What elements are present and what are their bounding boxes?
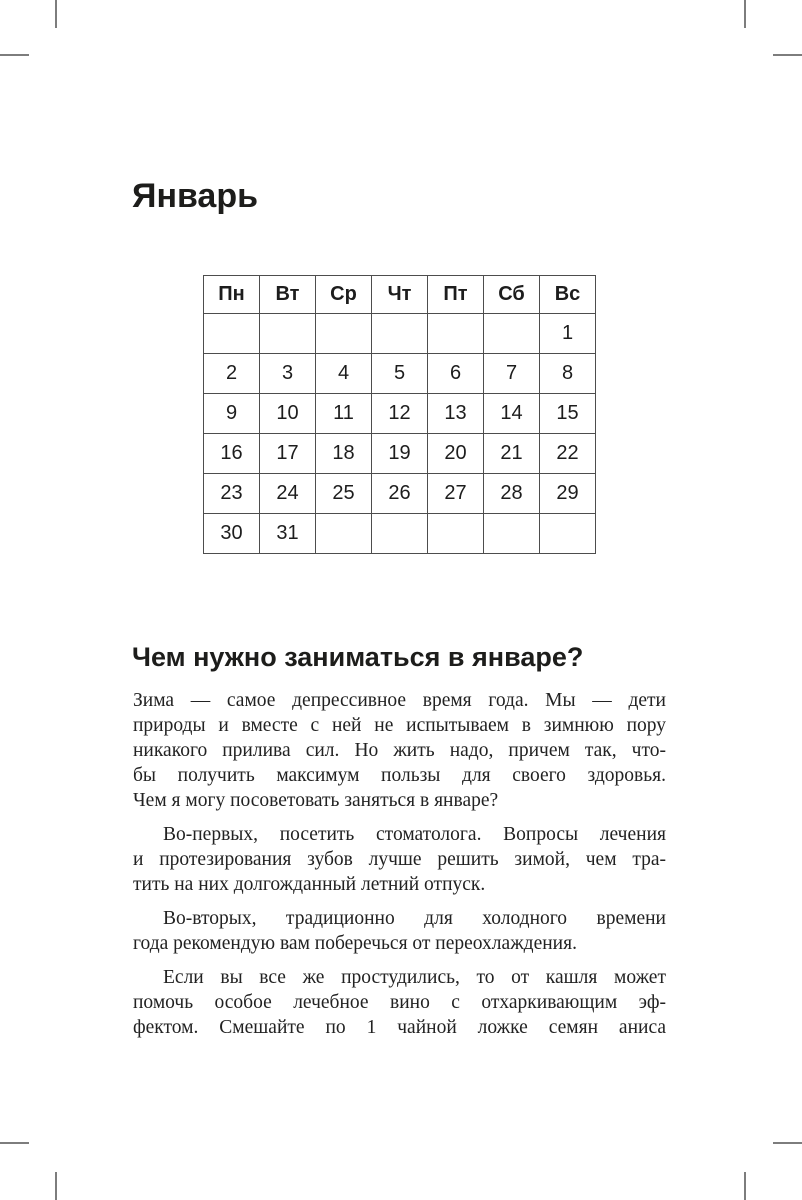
calendar-day-cell: 29 — [540, 474, 596, 514]
text-line: природы и вместе с ней не испытываем в зимнюю пору — [133, 715, 666, 736]
calendar-day-cell — [484, 514, 540, 554]
text-line: и протезирования зубов лучше решить зимой, чем тра- — [133, 849, 666, 870]
calendar-day-cell: 30 — [204, 514, 260, 554]
text-line: Если вы все же простудились, то от кашля может — [163, 967, 666, 988]
calendar-day-cell: 1 — [540, 314, 596, 354]
calendar-day-cell: 26 — [372, 474, 428, 514]
calendar-day-header: Вт — [260, 276, 316, 314]
calendar-day-cell: 19 — [372, 434, 428, 474]
calendar-day-cell: 16 — [204, 434, 260, 474]
calendar-day-header: Пн — [204, 276, 260, 314]
crop-mark-top-right-horizontal — [773, 54, 802, 56]
calendar-day-cell: 13 — [428, 394, 484, 434]
calendar-week-row — [204, 354, 596, 394]
calendar-day-cell — [204, 314, 260, 354]
calendar-week-row — [204, 474, 596, 514]
text-line: фектом. Смешайте по 1 чайной ложке семян аниса — [133, 1017, 666, 1038]
crop-mark-bottom-left-vertical — [55, 1172, 57, 1200]
calendar-day-cell: 6 — [428, 354, 484, 394]
calendar-day-cell: 31 — [260, 514, 316, 554]
calendar-table — [203, 275, 596, 554]
calendar-day-cell: 23 — [204, 474, 260, 514]
text-line: Во-вторых, традиционно для холодного времени — [163, 908, 666, 929]
calendar-day-cell: 2 — [204, 354, 260, 394]
calendar-header-row — [204, 276, 596, 314]
calendar-day-cell — [428, 514, 484, 554]
body-text — [133, 688, 666, 1049]
calendar-day-cell: 9 — [204, 394, 260, 434]
calendar-week-row — [204, 434, 596, 474]
paragraph — [133, 822, 666, 897]
calendar-day-cell: 18 — [316, 434, 372, 474]
text-line: года рекомендую вам поберечься от переохлаждения. — [133, 933, 577, 954]
section-heading: Чем нужно заниматься в январе? — [132, 642, 584, 672]
calendar-day-cell: 4 — [316, 354, 372, 394]
text-line: Зима — самое депрессивное время года. Мы — дети — [133, 690, 666, 711]
month-title: Январь — [132, 177, 259, 215]
calendar-day-cell — [316, 314, 372, 354]
calendar-day-header: Ср — [316, 276, 372, 314]
calendar-day-cell — [372, 314, 428, 354]
text-line: помочь особое лечебное вино с отхаркивающим эф- — [133, 992, 666, 1013]
crop-mark-bottom-left-horizontal — [0, 1142, 29, 1144]
calendar-day-cell: 24 — [260, 474, 316, 514]
text-line: Во-первых, посетить стоматолога. Вопросы лечения — [163, 824, 666, 845]
calendar-day-cell: 3 — [260, 354, 316, 394]
calendar-day-cell: 14 — [484, 394, 540, 434]
calendar-day-cell: 25 — [316, 474, 372, 514]
paragraph — [133, 965, 666, 1040]
calendar-day-cell: 8 — [540, 354, 596, 394]
crop-mark-top-left-vertical — [55, 0, 57, 28]
crop-mark-top-right-vertical — [744, 0, 746, 28]
calendar-day-cell: 12 — [372, 394, 428, 434]
crop-mark-top-left-horizontal — [0, 54, 29, 56]
calendar-day-cell: 10 — [260, 394, 316, 434]
calendar-day-header: Пт — [428, 276, 484, 314]
calendar-day-cell: 11 — [316, 394, 372, 434]
calendar-day-cell — [260, 314, 316, 354]
calendar-day-cell: 7 — [484, 354, 540, 394]
calendar-day-cell: 20 — [428, 434, 484, 474]
text-line: тить на них долгожданный летний отпуск. — [133, 874, 486, 895]
crop-mark-bottom-right-horizontal — [773, 1142, 802, 1144]
calendar-day-cell: 27 — [428, 474, 484, 514]
calendar-day-cell: 15 — [540, 394, 596, 434]
calendar-day-cell — [484, 314, 540, 354]
paragraph — [133, 906, 666, 956]
calendar-day-cell: 21 — [484, 434, 540, 474]
calendar-day-header: Вс — [540, 276, 596, 314]
text-line: Чем я могу посоветовать заняться в январе? — [133, 790, 499, 811]
calendar-day-cell: 17 — [260, 434, 316, 474]
text-line: никакого прилива сил. Но жить надо, причем так, что- — [133, 740, 666, 761]
calendar-day-header: Чт — [372, 276, 428, 314]
calendar-day-cell — [540, 514, 596, 554]
crop-mark-bottom-right-vertical — [744, 1172, 746, 1200]
calendar-week-row — [204, 394, 596, 434]
text-line: бы получить максимум пользы для своего здоровья. — [133, 765, 666, 786]
calendar-day-cell — [372, 514, 428, 554]
calendar-week-row — [204, 314, 596, 354]
calendar-week-row — [204, 514, 596, 554]
calendar-day-cell: 28 — [484, 474, 540, 514]
calendar-day-header: Сб — [484, 276, 540, 314]
paragraph — [133, 688, 666, 813]
calendar-day-cell: 22 — [540, 434, 596, 474]
calendar-day-cell — [316, 514, 372, 554]
calendar-day-cell — [428, 314, 484, 354]
calendar-day-cell: 5 — [372, 354, 428, 394]
